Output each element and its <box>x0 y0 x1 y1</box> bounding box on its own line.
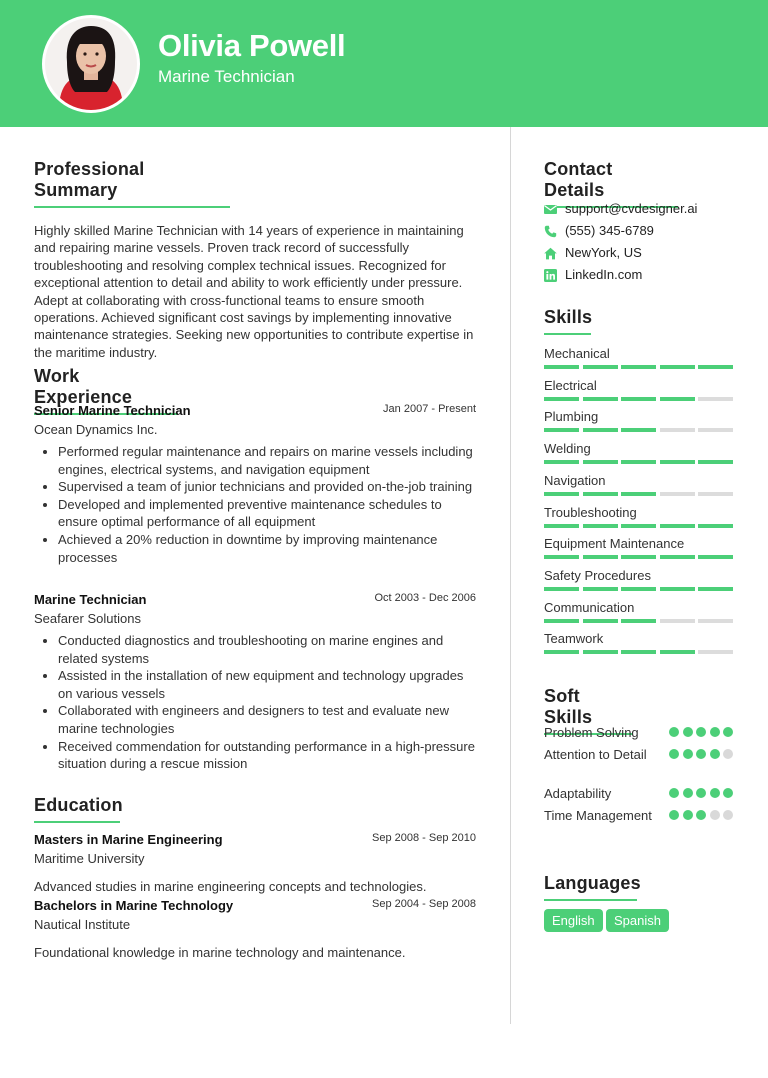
summary-heading: Professional Summary <box>34 159 230 208</box>
skill-level-segment <box>544 492 579 496</box>
soft-skill-name: Attention to Detail <box>544 747 647 762</box>
skill-level-segment <box>698 397 733 401</box>
skill-level-segment <box>583 492 618 496</box>
skill-item <box>544 409 733 435</box>
skill-level-segment <box>621 397 656 401</box>
skill-level-segment <box>660 428 695 432</box>
skill-level-segment <box>660 555 695 559</box>
soft-skills-heading: Soft Skills <box>544 686 633 735</box>
skill-item <box>544 378 733 404</box>
job-bullets <box>34 632 476 773</box>
skill-level-segment <box>698 587 733 591</box>
skill-level-segment <box>621 428 656 432</box>
contact-list <box>544 201 736 289</box>
job-title: Marine Technician <box>34 592 147 607</box>
skill-name: Troubleshooting <box>544 504 637 520</box>
skill-level-segment <box>660 460 695 464</box>
rating-dot <box>710 727 720 737</box>
rating-dot <box>669 788 679 798</box>
skill-level-segment <box>660 492 695 496</box>
skill-name: Electrical <box>544 377 597 393</box>
rating-dot <box>669 810 679 820</box>
skill-level-segment <box>583 428 618 432</box>
skill-item <box>544 536 733 562</box>
soft-skill-name: Time Management <box>544 808 652 823</box>
job-title: Senior Marine Technician <box>34 403 191 418</box>
skill-level-segment <box>583 460 618 464</box>
skill-level-bar <box>544 587 733 591</box>
skill-level-segment <box>698 365 733 369</box>
job-dates: Oct 2003 - Dec 2006 <box>374 592 476 604</box>
rating-dot <box>696 810 706 820</box>
rating-dot <box>723 749 733 759</box>
skill-level-segment <box>698 555 733 559</box>
job-entry <box>34 403 476 566</box>
skill-level-segment <box>544 397 579 401</box>
soft-skill-item <box>544 785 736 803</box>
column-divider <box>510 127 511 1024</box>
phone-icon <box>544 225 557 238</box>
education-dates: Sep 2004 - Sep 2008 <box>372 898 476 910</box>
skill-level-segment <box>621 492 656 496</box>
contact-linkedin[interactable] <box>544 267 736 289</box>
skill-level-segment <box>544 587 579 591</box>
skill-item <box>544 631 733 657</box>
skill-level-segment <box>698 619 733 623</box>
skill-level-bar <box>544 524 733 528</box>
skill-level-segment <box>583 650 618 654</box>
skill-level-segment <box>660 650 695 654</box>
rating-dot <box>669 749 679 759</box>
skill-item <box>544 568 733 594</box>
skill-name: Safety Procedures <box>544 567 651 583</box>
contact-email[interactable] <box>544 201 736 223</box>
phone-text: (555) 345-6789 <box>565 223 654 238</box>
summary-text: Highly skilled Marine Technician with 14 years of experience in maintaining and repairing marine vessels. Proven track record of successfully troubleshooting and resolving complex technical issues. Recognized for exceptional attention to detail and ability to work efficiently under pressure. Adept at collaborating with cross-functional teams to ensure smooth operations. Achieved significant cost savings by implementing innovative maintenance strategies. Seeking new opportunities to contribute expertise in the maritime industry. <box>34 223 474 360</box>
job-bullet: • Conducted diagnostics and troubleshooting on marine engines and related systems <box>58 632 476 667</box>
degree-title: Masters in Marine Engineering <box>34 832 223 847</box>
skills-list <box>544 346 733 666</box>
job-bullet: • Supervised a team of junior technicians and provided on-the-job training <box>58 478 476 496</box>
skill-name: Plumbing <box>544 409 599 425</box>
skill-level-bar <box>544 650 733 654</box>
skill-level-segment <box>698 492 733 496</box>
job-bullets <box>34 443 476 566</box>
rating-dot <box>683 749 693 759</box>
skill-name: Mechanical <box>544 346 610 361</box>
rating-dot <box>696 727 706 737</box>
mail-icon <box>544 203 557 216</box>
job-bullet: • Assisted in the installation of new equipment and technology upgrades on various vessels <box>58 667 476 702</box>
location-icon <box>544 247 557 260</box>
skill-level-segment <box>698 524 733 528</box>
education-heading: Education <box>34 795 120 823</box>
skill-level-segment <box>621 524 656 528</box>
education-heading-wrap <box>34 795 123 823</box>
rating-dot <box>669 727 679 737</box>
job-company: Ocean Dynamics Inc. <box>34 422 158 437</box>
skill-level-segment <box>621 650 656 654</box>
linkedin-text: LinkedIn.com <box>565 267 643 282</box>
contact-heading: Contact Details <box>544 159 678 208</box>
skill-level-segment <box>621 587 656 591</box>
skill-level-segment <box>544 428 579 432</box>
contact-phone[interactable] <box>544 223 736 245</box>
skill-level-segment <box>698 650 733 654</box>
job-dates: Jan 2007 - Present <box>383 403 476 415</box>
candidate-role: Marine Technician <box>158 67 295 86</box>
skill-level-segment <box>660 587 695 591</box>
contact-location <box>544 245 736 267</box>
skill-level-segment <box>698 428 733 432</box>
language-tag: Spanish <box>606 909 669 932</box>
skill-level-segment <box>621 619 656 623</box>
rating-dot <box>683 810 693 820</box>
skill-name: Welding <box>544 441 591 457</box>
education-description: Advanced studies in marine engineering concepts and technologies. <box>34 879 427 894</box>
skill-item <box>544 473 733 499</box>
header-banner <box>0 0 768 127</box>
job-bullet: • Performed regular maintenance and repairs on marine vessels including engines, electrical systems, and navigation equipment <box>58 443 476 478</box>
soft-skill-item <box>544 724 736 742</box>
rating-dot <box>683 727 693 737</box>
summary-section <box>34 159 476 361</box>
skill-level-segment <box>660 619 695 623</box>
job-company: Seafarer Solutions <box>34 611 141 626</box>
skill-level-bar <box>544 397 733 401</box>
job-entry <box>34 592 476 773</box>
rating-dot <box>710 788 720 798</box>
skill-level-segment <box>583 365 618 369</box>
skill-level-segment <box>544 619 579 623</box>
skill-level-segment <box>660 397 695 401</box>
skill-level-bar <box>544 460 733 464</box>
rating-dot <box>723 727 733 737</box>
rating-dot <box>696 749 706 759</box>
skill-level-segment <box>544 524 579 528</box>
skill-level-segment <box>621 555 656 559</box>
skill-level-segment <box>544 460 579 464</box>
school-name: Nautical Institute <box>34 917 131 932</box>
skill-level-segment <box>660 524 695 528</box>
skill-name: Equipment Maintenance <box>544 536 685 552</box>
job-bullet: • Developed and implemented preventive maintenance schedules to ensure optimal performance of all equipment <box>58 496 476 531</box>
skill-level-segment <box>698 460 733 464</box>
rating-dot <box>723 788 733 798</box>
skill-level-segment <box>583 524 618 528</box>
rating-dot <box>710 810 720 820</box>
education-entry <box>34 898 476 960</box>
skill-level-segment <box>621 460 656 464</box>
skill-name: Navigation <box>544 472 606 488</box>
skill-level-segment <box>660 365 695 369</box>
skill-item <box>544 441 733 467</box>
languages-heading: Languages <box>544 873 637 901</box>
school-name: Maritime University <box>34 851 145 866</box>
skill-level-bar <box>544 428 733 432</box>
soft-skill-name: Adaptability <box>544 786 612 801</box>
soft-skill-item <box>544 746 736 764</box>
rating-dot <box>696 788 706 798</box>
skill-level-segment <box>544 650 579 654</box>
avatar <box>42 15 140 113</box>
skill-name: Communication <box>544 599 635 615</box>
skills-heading-wrap <box>544 307 591 335</box>
skill-level-segment <box>544 365 579 369</box>
job-bullet: • Collaborated with engineers and designers to test and evaluate new marine technologies <box>58 702 476 737</box>
skill-level-segment <box>583 555 618 559</box>
soft-skill-item <box>544 807 736 825</box>
skill-level-segment <box>583 397 618 401</box>
job-bullet: • Received commendation for outstanding performance in a high-pressure situation during a rescue mission <box>58 738 476 773</box>
rating-dot <box>723 810 733 820</box>
experience-heading: Work Experience <box>34 366 178 415</box>
degree-title: Bachelors in Marine Technology <box>34 898 234 913</box>
education-entry <box>34 832 476 894</box>
education-dates: Sep 2008 - Sep 2010 <box>372 832 476 844</box>
rating-dot <box>710 749 720 759</box>
skill-level-segment <box>544 555 579 559</box>
skill-level-bar <box>544 619 733 623</box>
rating-dot <box>683 788 693 798</box>
languages-heading-wrap <box>544 873 641 901</box>
soft-skill-name: Problem Solving <box>544 725 639 740</box>
skills-heading: Skills <box>544 307 591 335</box>
skill-item <box>544 505 733 531</box>
skill-item <box>544 600 733 626</box>
linkedin-icon <box>544 269 557 282</box>
skill-level-bar <box>544 555 733 559</box>
skill-name: Teamwork <box>544 631 604 647</box>
skill-level-segment <box>583 619 618 623</box>
email-text: support@cvdesigner.ai <box>565 201 698 216</box>
profile-photo-icon <box>45 18 137 110</box>
skill-level-segment <box>583 587 618 591</box>
skill-level-segment <box>621 365 656 369</box>
language-tag: English <box>544 909 603 932</box>
location-text: NewYork, US <box>565 245 642 260</box>
job-bullet: • Achieved a 20% reduction in downtime by improving maintenance processes <box>58 531 476 566</box>
education-description: Foundational knowledge in marine technology and maintenance. <box>34 945 406 960</box>
skill-level-bar <box>544 365 733 369</box>
candidate-name: Olivia Powell <box>158 28 346 63</box>
skill-item <box>544 346 733 372</box>
skill-level-bar <box>544 492 733 496</box>
soft-skills-list <box>544 724 736 854</box>
